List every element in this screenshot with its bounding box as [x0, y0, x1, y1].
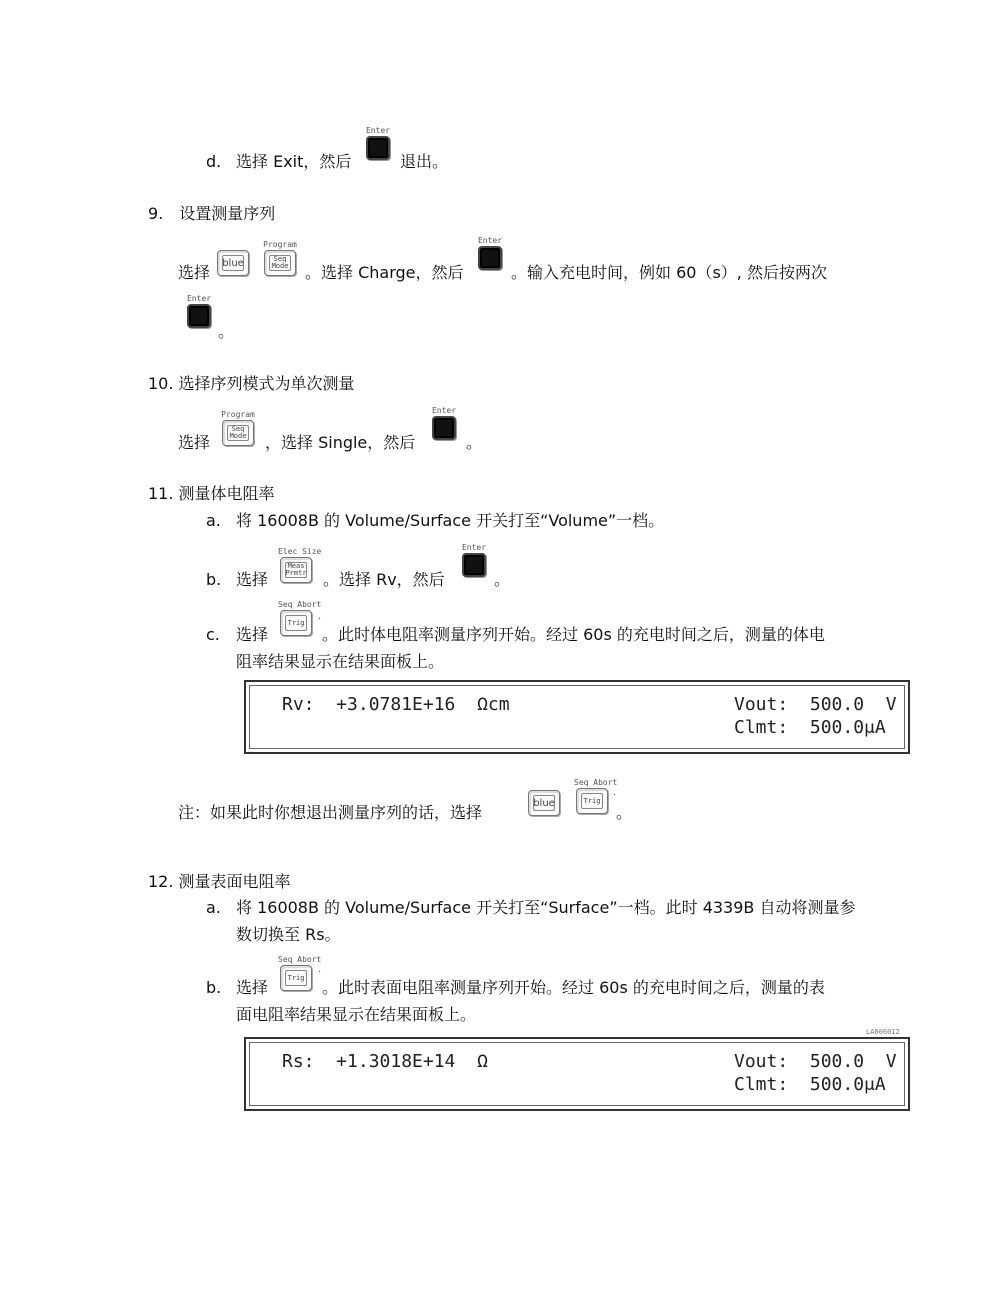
step11-c-number: c. — [206, 625, 220, 644]
step10-text-end: 。 — [466, 433, 483, 452]
trig-key-label: Trig — [285, 970, 307, 986]
step11-c-text-select: 选择 — [236, 625, 269, 644]
seq-abort-key-label: Seq Abort — [574, 778, 618, 787]
step11-a-number: a. — [206, 511, 221, 530]
enter-key-icon — [366, 136, 390, 160]
enter-key-label: Enter — [365, 126, 391, 135]
seq-mode-key — [220, 410, 256, 446]
result-display-surface — [244, 1037, 910, 1111]
meas-prmtr-key-label: Meas Prmtr — [285, 562, 307, 577]
elec-size-key-label: Elec Size — [278, 547, 322, 556]
program-key-label: Program — [221, 410, 255, 419]
step11-a-text: 将 16008B 的 Volume/Surface 开关打至“Volume”一档。 — [236, 511, 665, 530]
seq-mode-key — [262, 240, 298, 276]
display-clmt: Clmt: 500.0μA — [734, 1074, 886, 1095]
step12-a-text-1: 将 16008B 的 Volume/Surface 开关打至“Surface”一档。此时 4339B 自动将测量参 — [236, 898, 856, 917]
step12-heading: 12. 测量表面电阻率 — [148, 872, 291, 891]
step12-b-text-1: 。此时表面电阻率测量序列开始。经过 60s 的充电时间之后，测量的表 — [322, 978, 825, 997]
blue-key — [526, 790, 562, 816]
step9-text-end: 。 — [218, 322, 235, 341]
seq-abort-key-label: Seq Abort — [278, 600, 322, 609]
trig-key-icon — [280, 965, 312, 991]
step-d-text: 选择 Exit，然后 — [236, 152, 352, 171]
display-reading: Rv: +3.0781E+16 Ωcm — [282, 694, 510, 715]
program-key-label: Program — [263, 240, 297, 249]
step12-b-text-select: 选择 — [236, 978, 269, 997]
step11-b-text-rv: 。选择 Rv，然后 — [323, 570, 445, 589]
seq-mode-key-icon — [264, 250, 296, 276]
step11-heading: 11. 测量体电阻率 — [148, 484, 275, 503]
display-vout: Vout: 500.0 V — [734, 1051, 897, 1072]
trig-key-icon — [280, 610, 312, 636]
step9-heading: 9. 设置测量序列 — [148, 204, 276, 223]
seq-mode-key-label: Seq Mode — [269, 255, 291, 271]
step12-b-text-2: 面电阻率结果显示在结果面板上。 — [236, 1005, 477, 1024]
step12-b-number: b. — [206, 978, 222, 997]
step-d-number: d. — [206, 152, 222, 171]
step11-b-text-end: 。 — [494, 570, 511, 589]
enter-key-label: Enter — [186, 294, 212, 303]
step9-text-input: 。输入充电时间，例如 60（s）, 然后按两次 — [511, 263, 827, 282]
step11-b-number: b. — [206, 570, 222, 589]
key-dot-mark: · — [318, 614, 322, 625]
meas-prmtr-key — [278, 547, 322, 583]
enter-key-icon — [432, 416, 456, 440]
enter-key-icon — [478, 246, 502, 270]
enter-key — [360, 126, 396, 160]
enter-key — [456, 543, 492, 577]
enter-key-label: Enter — [477, 236, 503, 245]
blue-key-icon — [528, 790, 560, 816]
step9-text-charge: 。选择 Charge，然后 — [305, 263, 464, 282]
step9-text-select: 选择 — [178, 263, 211, 282]
display-vout: Vout: 500.0 V — [734, 694, 897, 715]
step12-a-text-2: 数切换至 Rs。 — [236, 925, 341, 944]
enter-key-label: Enter — [461, 543, 487, 552]
blue-key-label: blue — [222, 255, 244, 271]
trig-key-label: Trig — [581, 793, 603, 809]
blue-key-icon — [217, 250, 249, 276]
key-dot-mark: · — [613, 790, 617, 801]
trig-key — [278, 600, 322, 636]
trig-key — [574, 778, 618, 814]
seq-mode-key-icon — [222, 420, 254, 446]
figure-id: LA006012 — [866, 1028, 900, 1036]
enter-key-label: Enter — [431, 406, 457, 415]
step10-text-single: ，选择 Single，然后 — [265, 433, 416, 452]
blue-key-label: blue — [533, 795, 555, 811]
seq-abort-key-label: Seq Abort — [278, 955, 322, 964]
blue-key — [215, 250, 251, 276]
trig-key — [278, 955, 322, 991]
seq-mode-key-label: Seq Mode — [227, 425, 249, 441]
key-dot-mark: · — [318, 967, 322, 978]
enter-key — [472, 236, 508, 270]
enter-key — [426, 406, 462, 440]
step10-text-select: 选择 — [178, 433, 211, 452]
meas-prmtr-key-icon — [280, 557, 312, 583]
step11-c-text-2: 阻率结果显示在结果面板上。 — [236, 652, 445, 671]
step-d-text-end: 退出。 — [400, 152, 449, 171]
result-display-volume — [244, 680, 910, 754]
trig-key-label: Trig — [285, 615, 307, 631]
display-clmt: Clmt: 500.0μA — [734, 717, 886, 738]
step11-b-text-select: 选择 — [236, 570, 269, 589]
step11-c-text-1: 。此时体电阻率测量序列开始。经过 60s 的充电时间之后，测量的体电 — [322, 625, 825, 644]
enter-key — [181, 294, 217, 328]
step12-a-number: a. — [206, 898, 221, 917]
enter-key-icon — [187, 304, 211, 328]
note-text-end: 。 — [616, 803, 633, 822]
display-reading: Rs: +1.3018E+14 Ω — [282, 1051, 488, 1072]
trig-key-icon — [576, 788, 608, 814]
step10-heading: 10. 选择序列模式为单次测量 — [148, 374, 355, 393]
enter-key-icon — [462, 553, 486, 577]
note-text: 注：如果此时你想退出测量序列的话，选择 — [178, 803, 483, 822]
